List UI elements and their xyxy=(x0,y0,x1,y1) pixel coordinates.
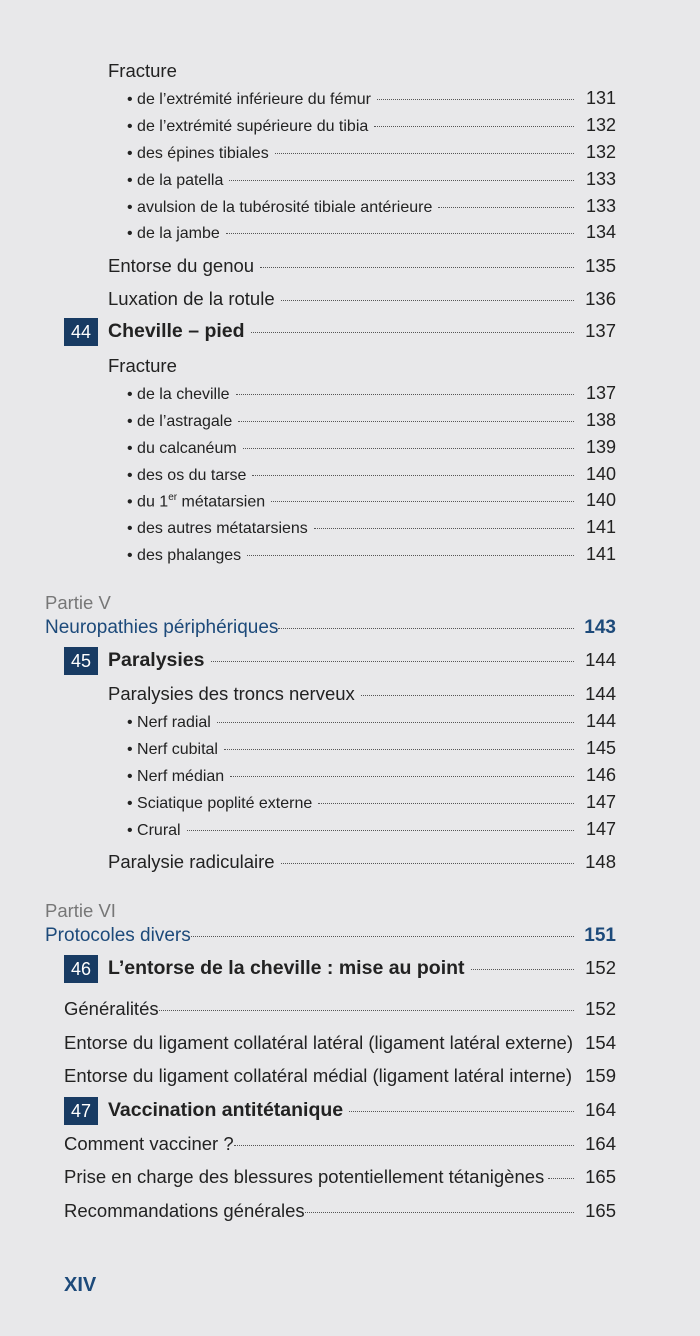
part-label: Partie V xyxy=(45,592,111,613)
chapter-page: 137 xyxy=(585,320,616,341)
toc-entry-page: 147 xyxy=(585,792,616,812)
part-title-entry[interactable] xyxy=(0,925,700,947)
chapter-title: Paralysies xyxy=(108,649,205,671)
toc-entry-page: 140 xyxy=(585,490,616,510)
leader-dots xyxy=(191,936,574,937)
toc-entry-label: • de la jambe xyxy=(127,225,220,242)
toc-entry-page: 144 xyxy=(585,711,616,731)
leader-dots xyxy=(314,528,574,529)
chapter-number-badge: 46 xyxy=(64,955,98,983)
leader-dots xyxy=(247,555,574,556)
toc-entry-page: 136 xyxy=(585,288,616,309)
toc-entry[interactable] xyxy=(0,288,700,310)
chapter-entry[interactable] xyxy=(0,1099,700,1122)
leader-dots xyxy=(217,722,574,723)
toc-entry[interactable] xyxy=(0,792,700,813)
toc-entry-label: • des phalanges xyxy=(127,547,242,564)
superscript: er xyxy=(168,491,178,503)
toc-entry-label: • de l’astragale xyxy=(127,413,233,430)
toc-entry-label: • de l’extrémité inférieure du fémur xyxy=(127,91,371,108)
toc-entry[interactable] xyxy=(0,998,700,1020)
leader-dots xyxy=(361,695,574,696)
toc-entry-label: • Sciatique poplité externe xyxy=(127,795,313,812)
toc-entry[interactable] xyxy=(0,544,700,565)
toc-entry[interactable] xyxy=(0,819,700,840)
part-page: 151 xyxy=(584,925,616,946)
fracture-heading-knee: Fracture xyxy=(108,60,177,81)
toc-entry[interactable] xyxy=(0,1133,700,1155)
leader-dots xyxy=(349,1111,574,1112)
toc-entry-page: 164 xyxy=(585,1133,616,1154)
toc-entry-page: 141 xyxy=(585,517,616,537)
toc-entry[interactable] xyxy=(0,490,700,511)
toc-entry[interactable] xyxy=(0,222,700,243)
leader-dots xyxy=(252,475,574,476)
leader-dots xyxy=(211,661,574,662)
toc-entry-label: • Nerf cubital xyxy=(127,741,218,758)
page-folio: XIV xyxy=(64,1274,97,1296)
toc-entry-page: 133 xyxy=(585,196,616,216)
toc-entry[interactable] xyxy=(0,196,700,217)
chapter-title: L’entorse de la cheville : mise au point xyxy=(108,957,465,979)
toc-entry-label: • avulsion de la tubérosité tibiale antérieure xyxy=(127,199,433,216)
leader-dots xyxy=(236,394,574,395)
toc-entry[interactable] xyxy=(0,738,700,759)
leader-dots xyxy=(305,1212,574,1213)
chapter-title: Vaccination antitétanique xyxy=(108,1099,344,1121)
leader-dots xyxy=(238,421,574,422)
toc-entry-page: 154 xyxy=(585,1032,616,1053)
toc-entry-page: 131 xyxy=(585,88,616,108)
toc-entry[interactable] xyxy=(0,88,700,109)
toc-entry-page: 148 xyxy=(585,851,616,872)
chapter-number-badge: 47 xyxy=(64,1097,98,1125)
toc-entry-label: Recommandations générales xyxy=(64,1200,305,1221)
leader-dots xyxy=(260,267,574,268)
part-page: 143 xyxy=(584,617,616,638)
toc-entry[interactable] xyxy=(0,711,700,732)
toc-entry[interactable] xyxy=(0,169,700,190)
toc-entry-label xyxy=(127,492,265,511)
leader-dots xyxy=(278,628,574,629)
leader-dots xyxy=(271,501,574,502)
toc-entry-page: 132 xyxy=(585,115,616,135)
leader-dots xyxy=(234,1145,574,1146)
label-part: • du 1 xyxy=(127,493,169,510)
toc-entry-label: • des os du tarse xyxy=(127,467,247,484)
toc-entry-label: • des épines tibiales xyxy=(127,145,269,162)
toc-entry-page: 165 xyxy=(585,1200,616,1221)
toc-entry-page: 159 xyxy=(585,1065,616,1086)
toc-entry[interactable] xyxy=(0,1065,700,1087)
leader-dots xyxy=(229,180,574,181)
chapter-number-badge: 45 xyxy=(64,647,98,675)
leader-dots xyxy=(226,233,574,234)
leader-dots xyxy=(187,830,574,831)
part-title: Protocoles divers xyxy=(45,925,191,946)
chapter-number-badge: 44 xyxy=(64,318,98,346)
toc-entry[interactable] xyxy=(0,1166,700,1188)
leader-dots xyxy=(275,153,574,154)
toc-entry-label: • de l’extrémité supérieure du tibia xyxy=(127,118,369,135)
toc-entry-page: 145 xyxy=(585,738,616,758)
toc-entry-page: 146 xyxy=(585,765,616,785)
toc-entry[interactable] xyxy=(0,255,700,277)
toc-entry-label: • de la cheville xyxy=(127,386,230,403)
toc-entry-page: 137 xyxy=(585,383,616,403)
toc-entry[interactable] xyxy=(0,765,700,786)
chapter-page: 144 xyxy=(585,649,616,670)
leader-dots xyxy=(281,300,574,301)
toc-entry-page: 147 xyxy=(585,819,616,839)
toc-entry-page: 132 xyxy=(585,142,616,162)
toc-entry-page: 144 xyxy=(585,683,616,704)
toc-entry[interactable] xyxy=(0,142,700,163)
leader-dots xyxy=(224,749,574,750)
fracture-heading-ankle: Fracture xyxy=(108,355,177,376)
toc-entry-page: 139 xyxy=(585,437,616,457)
chapter-page: 164 xyxy=(585,1099,616,1120)
toc-entry[interactable] xyxy=(0,383,700,404)
leader-dots xyxy=(374,126,574,127)
toc-entry-label: Paralysie radiculaire xyxy=(108,851,275,872)
toc-entry-label: Paralysies des troncs nerveux xyxy=(108,683,355,704)
toc-entry[interactable] xyxy=(0,1032,700,1054)
toc-entry-label: • des autres métatarsiens xyxy=(127,520,308,537)
leader-dots xyxy=(243,448,574,449)
toc-entry-label: • du calcanéum xyxy=(127,440,237,457)
toc-entry[interactable] xyxy=(0,464,700,485)
toc-entry[interactable] xyxy=(0,851,700,873)
part-title-entry[interactable] xyxy=(0,617,700,639)
part-label: Partie VI xyxy=(45,900,116,921)
chapter-title: Cheville – pied xyxy=(108,320,245,342)
chapter-page: 152 xyxy=(585,957,616,978)
leader-dots xyxy=(251,332,574,333)
leader-dots xyxy=(159,1010,574,1011)
leader-dots xyxy=(377,99,574,100)
toc-entry-page: 152 xyxy=(585,998,616,1019)
leader-dots xyxy=(438,207,574,208)
toc-entry-page: 135 xyxy=(585,255,616,276)
toc-entry[interactable] xyxy=(0,115,700,136)
chapter-entry[interactable] xyxy=(0,957,700,980)
toc-entry-page: 165 xyxy=(585,1166,616,1187)
toc-entry[interactable] xyxy=(0,410,700,431)
toc-entry-page: 133 xyxy=(585,169,616,189)
chapter-entry[interactable] xyxy=(0,320,700,343)
toc-entry-label: Entorse du ligament collatéral latéral (ligament latéral externe) xyxy=(64,1032,574,1053)
label-part: métatarsien xyxy=(177,493,266,510)
leader-dots xyxy=(471,969,574,970)
toc-entry-page: 134 xyxy=(585,222,616,242)
part-title: Neuropathies périphériques xyxy=(45,617,279,638)
leader-dots xyxy=(230,776,574,777)
toc-entry-label: Luxation de la rotule xyxy=(108,288,275,309)
toc-entry-label: • Nerf médian xyxy=(127,768,225,785)
toc-entry-page: 141 xyxy=(585,544,616,564)
toc-entry-page: 138 xyxy=(585,410,616,430)
leader-dots xyxy=(281,863,574,864)
toc-entry-label: • Nerf radial xyxy=(127,714,211,731)
toc-entry[interactable] xyxy=(0,1200,700,1222)
toc-entry-label: Prise en charge des blessures potentiellement tétanigènes xyxy=(64,1166,545,1187)
toc-entry-label: Comment vacciner ? xyxy=(64,1133,234,1154)
toc-entry-label: Entorse du genou xyxy=(108,255,255,276)
toc-entry-label: • de la patella xyxy=(127,172,224,189)
toc-entry-label: Généralités xyxy=(64,998,159,1019)
toc-entry[interactable] xyxy=(0,517,700,538)
toc-entry-label: Entorse du ligament collatéral médial (ligament latéral interne) xyxy=(64,1065,572,1086)
toc-entry[interactable] xyxy=(0,683,700,705)
toc-entry-label: • Crural xyxy=(127,822,181,839)
toc-entry[interactable] xyxy=(0,437,700,458)
toc-entry-page: 140 xyxy=(585,464,616,484)
chapter-entry[interactable] xyxy=(0,649,700,672)
leader-dots xyxy=(548,1178,574,1179)
leader-dots xyxy=(318,803,574,804)
